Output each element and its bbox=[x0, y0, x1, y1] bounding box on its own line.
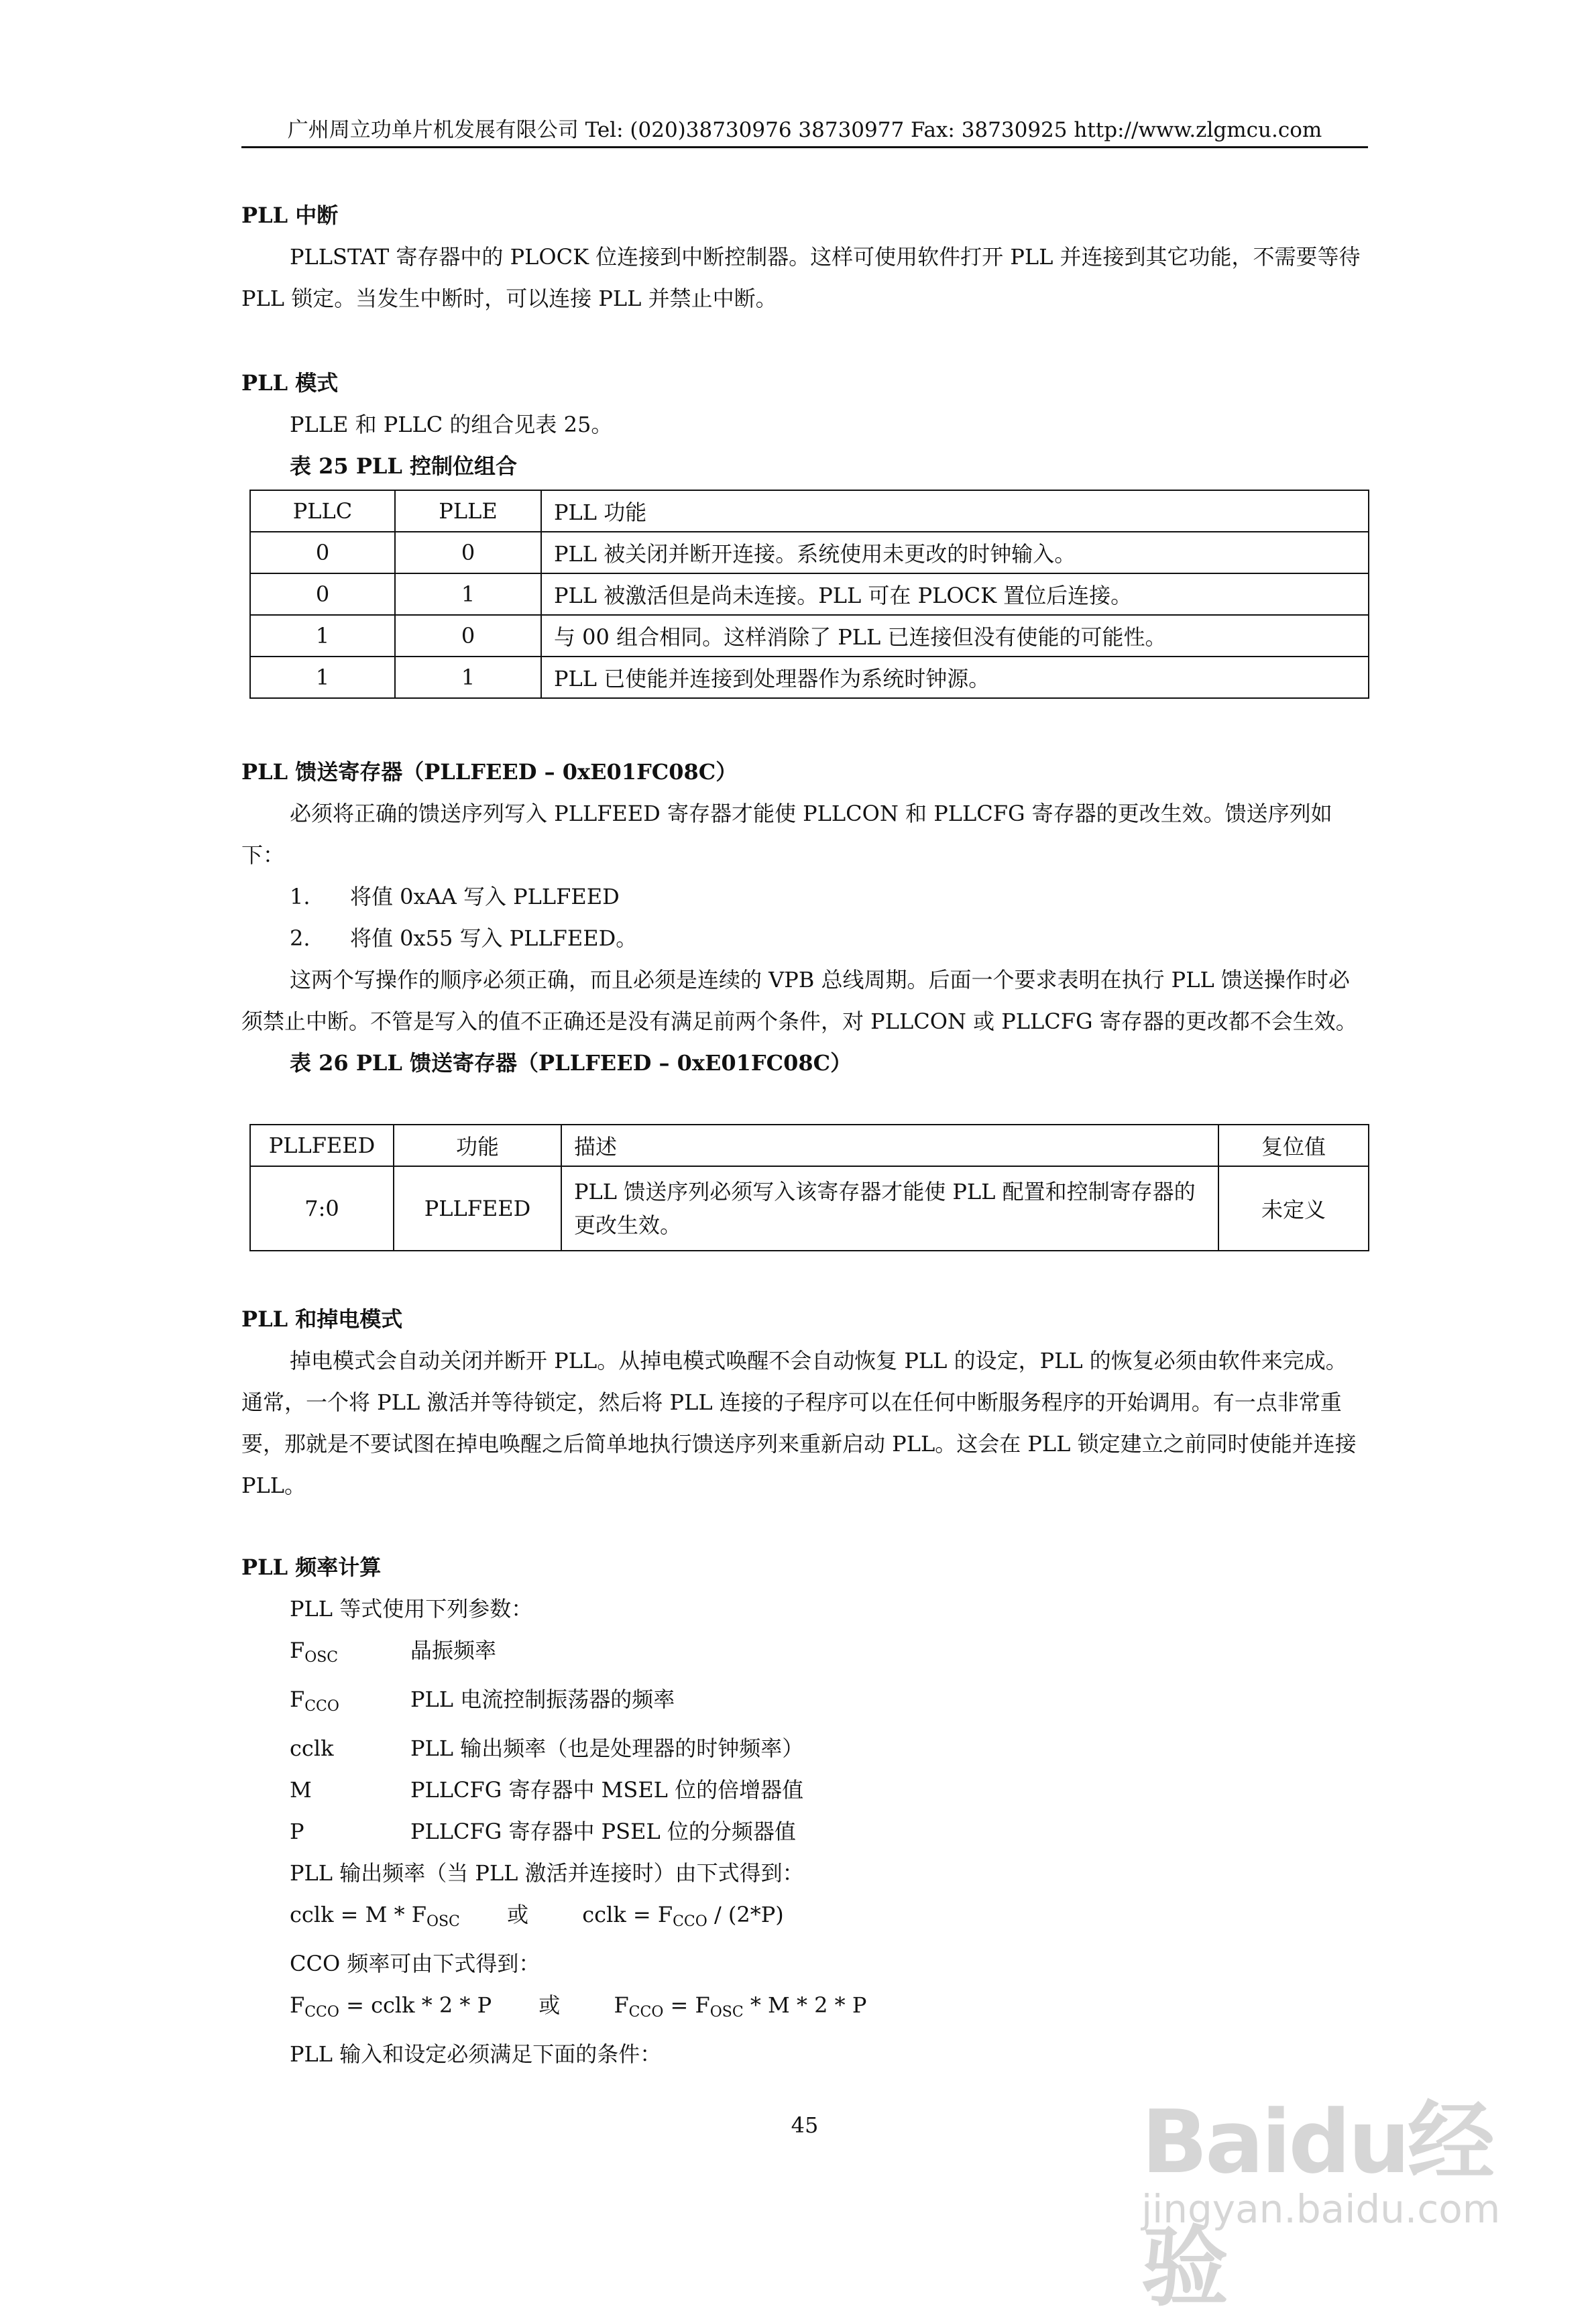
header-cell: PLLFEED bbox=[250, 1125, 394, 1166]
cell: 0 bbox=[395, 532, 541, 573]
table-25-pll-control-bits bbox=[249, 490, 1369, 699]
section-title: PLL 频率计算 bbox=[241, 1554, 382, 1580]
paragraph: PLLE 和 PLLC 的组合见表 25。 bbox=[290, 412, 613, 437]
param-row: P PLLCFG 寄存器中 PSEL 位的分频器值 bbox=[290, 1819, 796, 1844]
section-pll-frequency bbox=[241, 1546, 1368, 2075]
formula-fcco: $F_{CCO}$ = cclk * 2 * P 或 $F_{CCO} = F_{OSC} * M * 2 * P$ bbox=[290, 1992, 867, 2021]
cell: 1 bbox=[395, 573, 541, 615]
header-cell: 功能 bbox=[394, 1125, 561, 1166]
section-pll-feed-register bbox=[241, 751, 1368, 1084]
paragraph: 掉电模式会自动关闭并断开 PLL。从掉电模式唤醒不会自动恢复 PLL 的设定，PLL 的恢复必须由软件来完成。通常，一个将 PLL 激活并等待锁定，然后将 PLL 连接的子程序可以在任何中断服务程序的开始调用。有一点非常重要，那就是不要试图在掉电唤醒之后简单地执行馈送序列来重新启动 PLL。这会在 PLL 锁定建立之前同时使能并连接 PLL。 bbox=[241, 1348, 1357, 1498]
cell: 7:0 bbox=[250, 1166, 394, 1251]
paragraph: PLL 等式使用下列参数： bbox=[290, 1596, 533, 1622]
cell: PLLFEED bbox=[394, 1166, 561, 1251]
paragraph: 这两个写操作的顺序必须正确，而且必须是连续的 VPB 总线周期。后面一个要求表明在执行 PLL 馈送操作时必须禁止中断。不管是写入的值不正确还是没有满足前两个条件，对 PLLCON 或 PLLCFG 寄存器的更改都不会生效。 bbox=[241, 967, 1357, 1034]
header-cell: PLL 功能 bbox=[541, 490, 1369, 532]
header-cell: PLLE bbox=[395, 490, 541, 532]
section-title: PLL 模式 bbox=[241, 370, 339, 396]
list-item: 1. 将值 0xAA 写入 PLLFEED bbox=[290, 884, 620, 909]
baidu-watermark bbox=[1141, 2072, 1517, 2318]
section-title: PLL 馈送寄存器（PLLFEED – 0xE01FC08C） bbox=[241, 759, 738, 785]
section-title: PLL 和掉电模式 bbox=[241, 1306, 403, 1332]
table-row bbox=[250, 657, 1369, 698]
table-row bbox=[250, 1166, 1369, 1251]
section-pll-interrupt bbox=[241, 194, 1368, 319]
section-pll-mode bbox=[241, 362, 1368, 487]
paragraph: CCO 频率可由下式得到： bbox=[290, 1951, 540, 1976]
formula-cclk: cclk = M * $F_{OSC}$ 或 cclk = $F_{CCO} / (2*P)$ bbox=[290, 1902, 784, 1930]
table-row bbox=[250, 615, 1369, 657]
param-row: $F_{CCO}$ PLL 电流控制振荡器的频率 bbox=[290, 1687, 675, 1715]
page-header: 广州周立功单片机发展有限公司 Tel: (020)38730976 38730977 Fax: 38730925 http://www.zlgmcu.com bbox=[287, 118, 1322, 142]
paragraph: 必须将正确的馈送序列写入 PLLFEED 寄存器才能使 PLLCON 和 PLLCFG 寄存器的更改生效。馈送序列如下： bbox=[241, 801, 1332, 868]
header-rule bbox=[241, 146, 1368, 148]
param-row: cclk PLL 输出频率（也是处理器的时钟频率） bbox=[290, 1736, 804, 1761]
cell: PLL 已使能并连接到处理器作为系统时钟源。 bbox=[541, 657, 1369, 698]
section-title: PLL 中断 bbox=[241, 203, 339, 228]
cell: PLL 被激活但是尚未连接。PLL 可在 PLOCK 置位后连接。 bbox=[541, 573, 1369, 615]
param-row: M PLLCFG 寄存器中 MSEL 位的倍增器值 bbox=[290, 1777, 804, 1803]
watermark-brand: Baidu经验 bbox=[1141, 2091, 1492, 2318]
section-pll-powerdown bbox=[241, 1298, 1368, 1506]
cell: 0 bbox=[250, 573, 395, 615]
cell: 1 bbox=[250, 657, 395, 698]
header-cell: PLLC bbox=[250, 490, 395, 532]
paragraph: PLL 输入和设定必须满足下面的条件： bbox=[290, 2041, 662, 2067]
cell: 1 bbox=[250, 615, 395, 657]
table-row bbox=[250, 573, 1369, 615]
cell: 与 00 组合相同。这样消除了 PLL 已连接但没有使能的可能性。 bbox=[541, 615, 1369, 657]
table-caption: 表 26 PLL 馈送寄存器（PLLFEED – 0xE01FC08C） bbox=[290, 1050, 852, 1076]
cell: 0 bbox=[395, 615, 541, 657]
paragraph: PLLSTAT 寄存器中的 PLOCK 位连接到中断控制器。这样可使用软件打开 PLL 并连接到其它功能，不需要等待 PLL 锁定。当发生中断时，可以连接 PLL 并禁止中断。 bbox=[241, 244, 1361, 311]
cell: PLL 被关闭并断开连接。系统使用未更改的时钟输入。 bbox=[541, 532, 1369, 573]
table-header-row bbox=[250, 490, 1369, 532]
cell: 1 bbox=[395, 657, 541, 698]
table-26-pll-feed-register bbox=[249, 1124, 1369, 1251]
page-number: 45 bbox=[791, 2112, 819, 2138]
table-caption: 表 25 PLL 控制位组合 bbox=[290, 453, 518, 479]
header-cell: 描述 bbox=[561, 1125, 1218, 1166]
param-row: $F_{OSC}$ 晶振频率 bbox=[290, 1638, 497, 1666]
cell: 0 bbox=[250, 532, 395, 573]
cell: 未定义 bbox=[1218, 1166, 1369, 1251]
cell: PLL 馈送序列必须写入该寄存器才能使 PLL 配置和控制寄存器的更改生效。 bbox=[561, 1166, 1218, 1251]
table-header-row bbox=[250, 1125, 1369, 1166]
paragraph: PLL 输出频率（当 PLL 激活并连接时）由下式得到： bbox=[290, 1860, 804, 1886]
feed-sequence-list bbox=[241, 876, 1368, 959]
watermark-site: jingyan.baidu.com bbox=[1141, 2186, 1501, 2232]
header-cell: 复位值 bbox=[1218, 1125, 1369, 1166]
list-item: 2. 将值 0x55 写入 PLLFEED。 bbox=[290, 925, 638, 951]
table-row bbox=[250, 532, 1369, 573]
